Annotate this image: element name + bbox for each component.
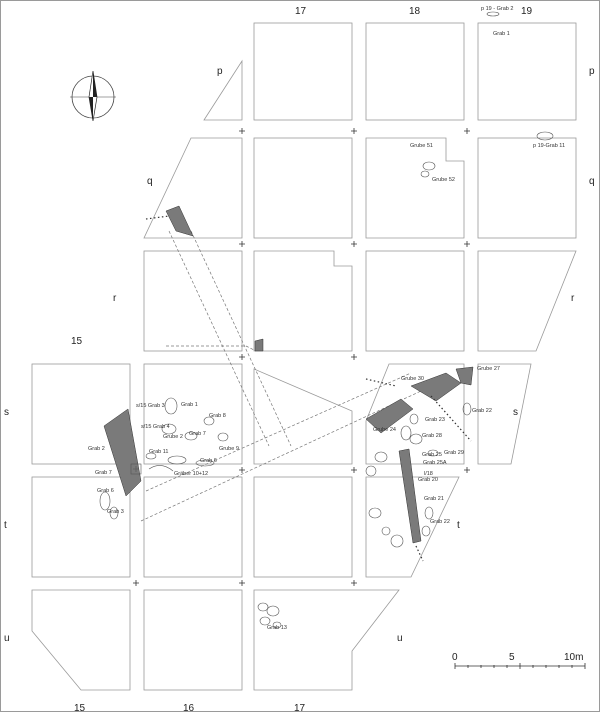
scale-5: 5 (509, 652, 515, 663)
row-label-u-right: u (397, 633, 403, 644)
label-grab22b: Grab 22 (430, 519, 450, 525)
label-grube24: Grube 24 (373, 427, 396, 433)
label-grab3: Grab 3 (107, 509, 124, 515)
square-p19 (478, 23, 576, 120)
col-label-19-top: 19 (521, 6, 533, 17)
row-label-p-right: p (589, 66, 595, 77)
feature-labels (88, 6, 565, 631)
row-label-u-left: u (4, 633, 10, 644)
scale-0: 0 (452, 652, 458, 663)
square-u15 (32, 590, 130, 690)
row-label-s-left: s (4, 407, 9, 418)
label-grab22a: Grab 22 (472, 408, 492, 414)
row-label-r-right: r (571, 293, 575, 304)
trench-outlines (141, 231, 421, 521)
label-grab2: Grab 2 (88, 446, 105, 452)
square-t15 (32, 477, 130, 577)
row-label-p-left: p (217, 66, 223, 77)
square-s19 (478, 364, 531, 464)
row-label-t-left: t (4, 520, 7, 531)
col-label-17-top: 17 (295, 6, 307, 17)
grid-squares (32, 23, 576, 690)
dark-features (104, 206, 473, 543)
row-label-q-left: q (147, 176, 153, 187)
label-grab28: Grab 28 (422, 433, 442, 439)
label-grab7b: Grab 7 (95, 470, 112, 476)
label-p19-grab2: p 19 - Grab 2 (481, 6, 514, 12)
square-t16 (144, 477, 242, 577)
row-label-s-right: s (513, 407, 518, 418)
col-label-16-bottom: 16 (183, 703, 195, 712)
square-p16 (204, 61, 242, 120)
square-q19 (478, 138, 576, 238)
row-label-r-left: r (113, 293, 117, 304)
label-grab25: Grab 25 (422, 452, 442, 458)
label-grube30: Grube 30 (401, 376, 424, 382)
square-r16 (144, 251, 242, 351)
label-grab13: Grab 13 (267, 625, 287, 631)
label-grab6a: Grab 6 (200, 458, 217, 464)
square-t17 (254, 477, 352, 577)
grave-outlines (100, 12, 553, 628)
square-q17 (254, 138, 352, 238)
square-r19 (478, 251, 576, 351)
col-label-17-bottom: 17 (294, 703, 306, 712)
label-grab11: Grab 11 (149, 449, 169, 455)
label-s15-grab4: s/15 Grab 4 (141, 424, 170, 430)
col-label-18-top: 18 (409, 6, 421, 17)
plan-drawing (1, 1, 600, 712)
square-p17 (254, 23, 352, 120)
label-p19-grab11: p 19-Grab 11 (533, 143, 566, 149)
grid-crosses (133, 128, 470, 586)
col-label-15-bottom: 15 (74, 703, 86, 712)
square-s17 (254, 369, 352, 464)
square-p18 (366, 23, 464, 120)
label-grab6b: Grab 6 (97, 488, 114, 494)
label-grab7a: Grab 7 (189, 431, 206, 437)
label-grab23: Grab 23 (425, 417, 445, 423)
col-label-15-mid: 15 (71, 336, 83, 347)
label-grab8: Grab 8 (209, 413, 226, 419)
square-u16 (144, 590, 242, 690)
square-r17 (254, 251, 352, 351)
row-label-q-right: q (589, 176, 595, 187)
label-grab29: Grab 29 (444, 450, 464, 456)
label-grab20: Grab 20 (418, 477, 438, 483)
label-grube9: Grube 9 (219, 446, 239, 452)
label-grab1-w: Grab 1 (181, 402, 198, 408)
label-grab21: Grab 21 (424, 496, 444, 502)
label-grube52: Grube 52 (432, 177, 455, 183)
scale-bar (455, 663, 585, 669)
square-q16 (144, 138, 242, 238)
square-r18 (366, 251, 464, 351)
row-label-t-right: t (457, 520, 460, 531)
north-arrow-icon (70, 71, 116, 121)
label-grab25a: Grab 25A (423, 460, 447, 466)
label-l18: l/18 (424, 471, 433, 477)
label-s15-grab3: s/15 Grab 3 (136, 403, 165, 409)
label-grab1-ne: Grab 1 (493, 31, 510, 37)
label-grube27: Grube 27 (477, 366, 500, 372)
square-u17 (254, 590, 399, 690)
label-graeber: Gräber 10+12 (174, 471, 209, 477)
square-q18 (366, 138, 464, 238)
label-grube51: Grube 51 (410, 143, 433, 149)
label-grube2: Grube 2 (163, 434, 183, 440)
scale-10m: 10m (564, 652, 584, 663)
